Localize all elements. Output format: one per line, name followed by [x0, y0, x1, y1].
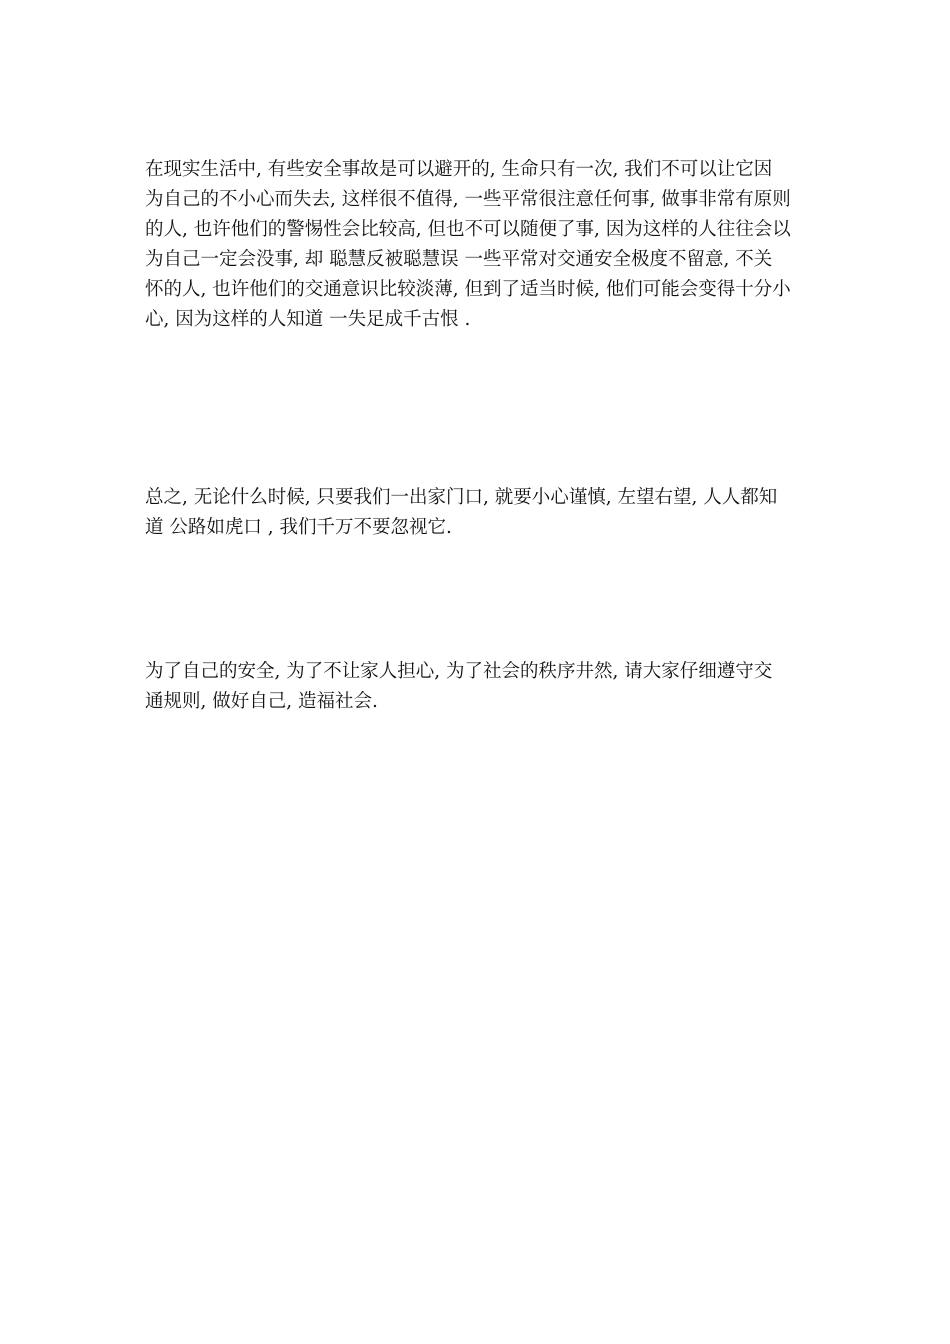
text-line: 为自己的不小心而失去, 这样很不值得, 一些平常很注意任何事, 做事非常有原则: [145, 189, 791, 210]
text-line: 为自己一定会没事, 却 聪慧反被聪慧误 一些平常对交通安全极度不留意, 不关: [145, 249, 773, 270]
text-line: 道 公路如虎口 , 我们千万不要忽视它.: [145, 517, 452, 538]
paragraph-conclusion: [145, 657, 815, 717]
text-line: 心, 因为这样的人知道 一失足成千古恨 .: [145, 309, 471, 330]
paragraph-summary: [145, 483, 815, 543]
paragraph-traffic-safety-intro: [145, 155, 815, 335]
text-line: 为了自己的安全, 为了不让家人担心, 为了社会的秩序井然, 请大家仔细遵守交: [145, 661, 773, 682]
text-line: 通规则, 做好自己, 造福社会.: [145, 691, 378, 712]
text-line: 的人, 也许他们的警惕性会比较高, 但也不可以随便了事, 因为这样的人往往会以: [145, 219, 791, 240]
text-line: 在现实生活中, 有些安全事故是可以避开的, 生命只有一次, 我们不可以让它因: [145, 159, 773, 180]
text-line: 总之, 无论什么时候, 只要我们一出家门口, 就要小心谨慎, 左望右望, 人人都知: [145, 487, 778, 508]
text-line: 怀的人, 也许他们的交通意识比较淡薄, 但到了适当时候, 他们可能会变得十分小: [145, 279, 791, 300]
